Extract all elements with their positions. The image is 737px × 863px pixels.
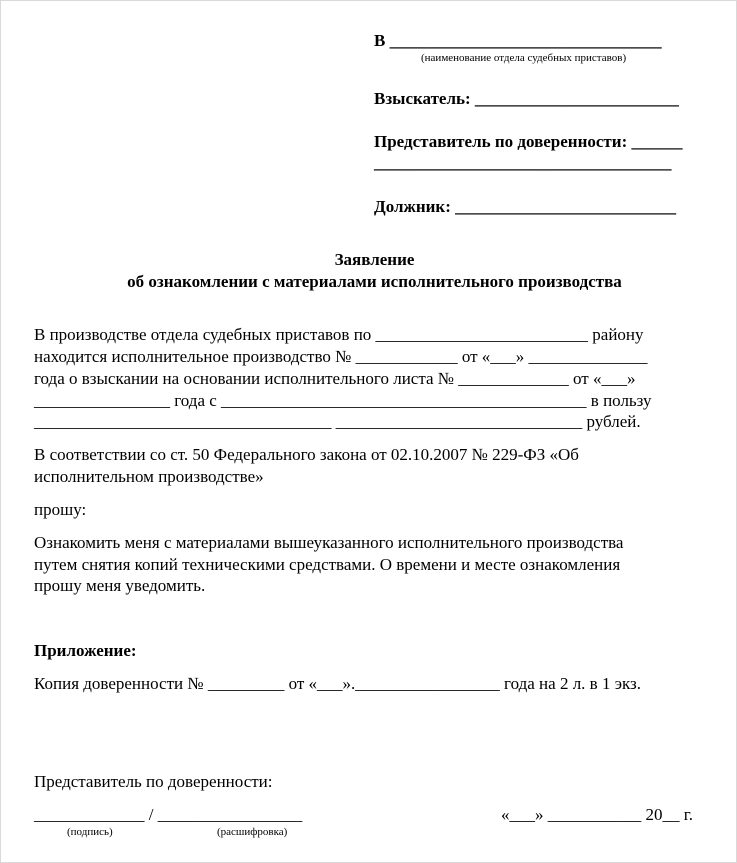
paragraph-4-line-3: прошу меня уведомить. <box>34 576 206 595</box>
paragraph-4-line-2: путем снятия копий техническими средствами. О времени и месте ознакомления <box>34 555 621 574</box>
representative-line-continued: ___________________________________ <box>374 153 672 172</box>
document-title: Заявление <box>334 250 415 269</box>
attachment-item: Копия доверенности № _________ от «___»._________________ года на 2 л. в 1 экз. <box>34 674 641 693</box>
document-subtitle: об ознакомлении с материалами исполнительного производства <box>127 272 622 291</box>
paragraph-4-line-1: Ознакомить меня с материалами вышеуказанного исполнительного производства <box>34 533 624 552</box>
attachment-heading: Приложение: <box>34 641 137 660</box>
decode-caption: (расшифровка) <box>217 826 288 838</box>
paragraph-1-line-4: ________________ года с ___________________________________________ в пользу <box>34 391 652 410</box>
debtor-line: Должник: __________________________ <box>374 197 677 216</box>
signature-caption: (подпись) <box>67 826 113 838</box>
paragraph-1-line-5: ___________________________________ _____________________________ рублей. <box>34 412 641 431</box>
representative-line: Представитель по доверенности: ______ <box>374 132 683 151</box>
date-line: «___» ___________ 20__ г. <box>501 805 694 824</box>
signature-role: Представитель по доверенности: <box>34 772 273 791</box>
paragraph-2-line-2: исполнительном производстве» <box>34 467 264 486</box>
request-word: прошу: <box>34 500 87 519</box>
paragraph-1-line-1: В производстве отдела судебных приставов по _________________________ району <box>34 325 644 344</box>
paragraph-1-line-2: находится исполнительное производство № ____________ от «___» ______________ <box>34 347 648 366</box>
claimant-line: Взыскатель: ________________________ <box>374 89 679 108</box>
recipient-line: В ________________________________ <box>374 31 662 50</box>
paragraph-1-line-3: года о взыскании на основании исполнительного листа № _____________ от «___» <box>34 369 636 388</box>
signature-line: _____________ / _________________ <box>34 805 303 824</box>
paragraph-2-line-1: В соответствии со ст. 50 Федерального закона от 02.10.2007 № 229-ФЗ «Об <box>34 445 579 464</box>
recipient-caption: (наименование отдела судебных приставов) <box>421 52 627 64</box>
